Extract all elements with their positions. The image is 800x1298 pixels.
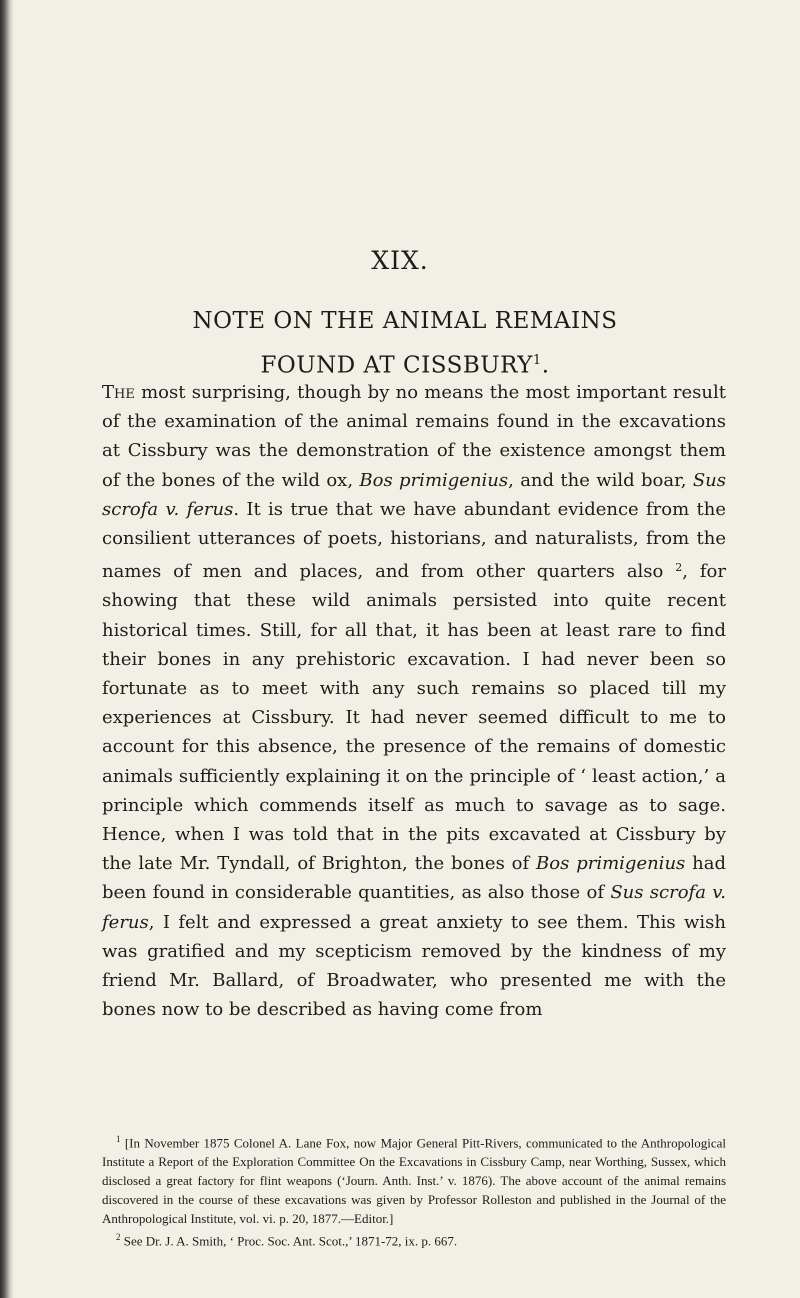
footnote-ref-2: 2: [675, 561, 683, 575]
title-line-1: NOTE ON THE ANIMAL REMAINS: [192, 308, 618, 334]
species-sus-2: Sus scrofa v. ferus: [102, 882, 726, 933]
body-text-4: , for showing that these wild animals persisted into quite recent historical times. Still, for all that, it has been at least rare to find their bones in any prehistoric excavation. I had never been so fortunate as to meet with any such remains so placed till my experiences at Cissbury. It had never seemed difficult to me to account for this absence, the presence of the remains of domestic animals sufficiently explaining it on the principle of ‘ least action,’ a principle which commends itself as much to savage as to sage. Hence, when I was told that in the pits excavated at Cissbury by the late Mr. Tyndall, of Brighton, the bones of: [102, 561, 727, 875]
chapter-title: [80, 302, 730, 386]
body-paragraph: [102, 378, 726, 1024]
species-sus-1: Sus scrofa v. ferus: [102, 469, 726, 520]
body-text-1: most surprising, though by no means the most important result of the examination of the animal remains found in the excavations at Cissbury was the demonstration of the existence amongst them of the bones of the wild ox,: [102, 382, 726, 491]
body-text-6: , I felt and expressed a great anxiety to see them. This wish was gratified and my scepticism removed by the kindness of my friend Mr. Ballard, of Broadwater, who presented me with the bones now to be described as having come from: [102, 911, 726, 1021]
title-line-2: FOUND AT CISSBURY$^1$.: [260, 352, 550, 379]
species-bos-1: Bos primigenius: [359, 469, 509, 491]
chapter-number: XIX.: [371, 246, 429, 275]
footnote-1: [102, 1130, 726, 1228]
title-footnote-marker: 1: [532, 353, 542, 368]
body-lead-word: The: [102, 382, 135, 403]
footnote-2: [102, 1228, 726, 1251]
body-text-3: . It is true that we have abundant evidence from the consilient utterances of poets, historians, and naturalists, from the names of men and places, and from other quarters also: [102, 498, 727, 583]
page-binding-edge: [0, 0, 14, 1298]
body-text-5: had been found in considerable quantities, as also those of: [102, 853, 726, 904]
title-line-2-text: FOUND AT CISSBURY: [260, 352, 533, 379]
footnotes: [102, 1130, 726, 1251]
body-text-2: , and the wild boar,: [508, 469, 693, 491]
species-bos-2: Bos primigenius: [536, 853, 686, 875]
footnote-1-text: [In November 1875 Colonel A. Lane Fox, now Major General Pitt-Rivers, communicated to the Anthropological Institute a Report of the Exploration Committee On the Excavations in Cissbury Camp, near Worthing, Sussex, which disclosed a great factory for flint weapons (‘Journ. Anth. Inst.’ v. 1876). The above account of the animal remains discovered in the course of these excavations was given by Professor Rolleston and published in the Journal of the Anthropological Institute, vol. vi. p. 20, 1877.—Editor.]: [102, 1135, 726, 1226]
footnote-1-marker: 1: [116, 1134, 121, 1144]
footnote-2-marker: 2: [116, 1232, 121, 1243]
footnote-2-text: See Dr. J. A. Smith, ‘ Proc. Soc. Ant. Scot.,’ 1871-72, ix. p. 667.: [120, 1233, 458, 1249]
